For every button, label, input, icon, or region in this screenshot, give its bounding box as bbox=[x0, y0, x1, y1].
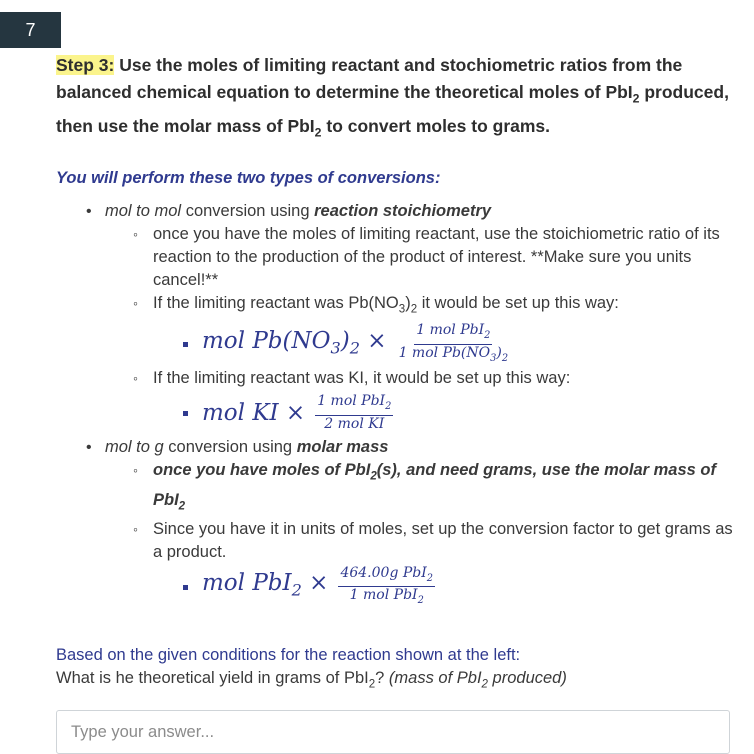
conditions-text: Based on the given conditions for the reaction shown at the left: bbox=[56, 645, 521, 664]
q-text: produced) bbox=[487, 668, 567, 687]
question-content bbox=[56, 52, 746, 754]
step-label: Step 3: bbox=[56, 55, 115, 75]
f-part: 1 mol Pb(NO bbox=[398, 344, 491, 361]
f-sub: 2 bbox=[417, 595, 424, 607]
f-part: mol PbI bbox=[202, 570, 292, 597]
f-sub: 2 bbox=[291, 580, 302, 600]
fraction-denominator: 2 mol KI bbox=[324, 416, 385, 433]
mol-to-g-middle: conversion using bbox=[163, 438, 297, 457]
fraction-numerator bbox=[315, 393, 393, 416]
list-item-mol-to-mol bbox=[56, 200, 746, 436]
q-italic bbox=[388, 668, 567, 691]
formula-molar-mass bbox=[153, 564, 746, 610]
step-text: to convert moles to grams. bbox=[321, 115, 551, 136]
sub-text: If the limiting reactant was KI, it would be set up this way: bbox=[153, 369, 571, 388]
step-instructions bbox=[56, 52, 746, 146]
formula-pbno3 bbox=[153, 321, 746, 367]
f-sub: 2 bbox=[484, 329, 491, 341]
f-part: ) bbox=[340, 327, 350, 354]
formula-fraction bbox=[397, 322, 511, 367]
sub-text: it would be set up this way: bbox=[417, 294, 619, 312]
mol-to-g-label: mol to g bbox=[105, 438, 164, 457]
f-sub: 2 bbox=[385, 401, 392, 413]
sub-sub: 2 bbox=[410, 303, 418, 316]
sub-text: If the limiting reactant was Pb(NO bbox=[153, 294, 399, 312]
question-number-badge: 7 bbox=[0, 12, 61, 48]
conversions-heading: You will perform these two types of conversions: bbox=[56, 169, 441, 187]
q-text: What is he theoretical yield in grams of PbI bbox=[56, 668, 369, 687]
formula-lhs bbox=[202, 327, 387, 360]
formula-lhs: mol KI × bbox=[202, 399, 306, 426]
q-text: (mass of PbI bbox=[388, 668, 482, 687]
formula-lhs bbox=[202, 572, 328, 602]
step-text: Use the moles of limiting reactant and stochiometric ratios from the balanced chemical equation to determine the theoretical moles of PbI bbox=[56, 55, 683, 102]
f-part: 1 mol PbI bbox=[416, 322, 485, 338]
f-part: mol Pb(NO bbox=[202, 327, 331, 354]
mol-to-mol-label: mol to mol bbox=[105, 202, 182, 220]
step-sub: 2 bbox=[632, 91, 640, 106]
f-sub: 3 bbox=[330, 338, 341, 358]
mol-to-g-method: molar mass bbox=[296, 438, 389, 457]
sub-text: once you have moles of PbI bbox=[153, 461, 371, 480]
sublist-item-pbno3 bbox=[56, 292, 746, 367]
f-sub: 2 bbox=[426, 572, 433, 584]
f-sub: 2 bbox=[501, 352, 509, 364]
sub-text: Since you have it in units of moles, set up the conversion factor to get grams as a product. bbox=[153, 519, 733, 561]
f-part: ) bbox=[496, 344, 502, 361]
f-sub: 2 bbox=[349, 338, 360, 358]
f-part: 1 mol PbI bbox=[349, 587, 418, 604]
mol-to-mol-sublist bbox=[105, 223, 746, 436]
list-item-mol-to-g bbox=[56, 436, 746, 610]
mol-to-g-sublist bbox=[105, 459, 746, 610]
q-sub: 2 bbox=[481, 678, 488, 691]
f-part: 464.00g PbI bbox=[340, 564, 427, 581]
sub-sub: 3 bbox=[398, 303, 406, 316]
f-sub: 3 bbox=[490, 352, 497, 364]
mol-to-mol-method: reaction stoichiometry bbox=[314, 202, 492, 220]
sub-text: ) bbox=[405, 294, 411, 312]
question-prompt bbox=[56, 644, 746, 696]
mol-to-mol-middle: conversion using bbox=[181, 202, 315, 220]
sub-sub: 2 bbox=[178, 499, 186, 512]
step-sub: 2 bbox=[314, 125, 322, 139]
fraction-numerator bbox=[338, 565, 435, 588]
conversion-list bbox=[56, 200, 746, 610]
f-times: × bbox=[301, 570, 329, 597]
answer-input[interactable] bbox=[56, 710, 730, 754]
formula-ki bbox=[153, 390, 746, 436]
sub-text: once you have the moles of limiting reactant, use the stoichiometric ratio of its reaction to the production of the product of interest. **Make sure you units cancel!** bbox=[153, 225, 720, 289]
sublist-item-ki bbox=[56, 367, 746, 436]
yield-question bbox=[56, 667, 746, 696]
fraction-denominator bbox=[397, 345, 511, 367]
q-sub: 2 bbox=[368, 678, 376, 691]
sublist-item-since bbox=[56, 518, 746, 610]
step-text: produced, then use the molar mass of PbI bbox=[56, 82, 729, 136]
f-times: × bbox=[359, 327, 387, 354]
sub-sub: 2 bbox=[370, 470, 377, 483]
q-text: ? bbox=[375, 668, 389, 687]
f-part: 1 mol PbI bbox=[317, 393, 386, 410]
fraction-numerator bbox=[414, 322, 492, 345]
sub-text: (s), and need grams, use the molar mass of PbI bbox=[153, 461, 716, 509]
sublist-item-once-grams bbox=[56, 459, 746, 518]
fraction-denominator bbox=[348, 587, 426, 609]
formula-fraction bbox=[315, 393, 393, 433]
sublist-item-once bbox=[56, 223, 746, 292]
formula-fraction bbox=[338, 565, 435, 610]
